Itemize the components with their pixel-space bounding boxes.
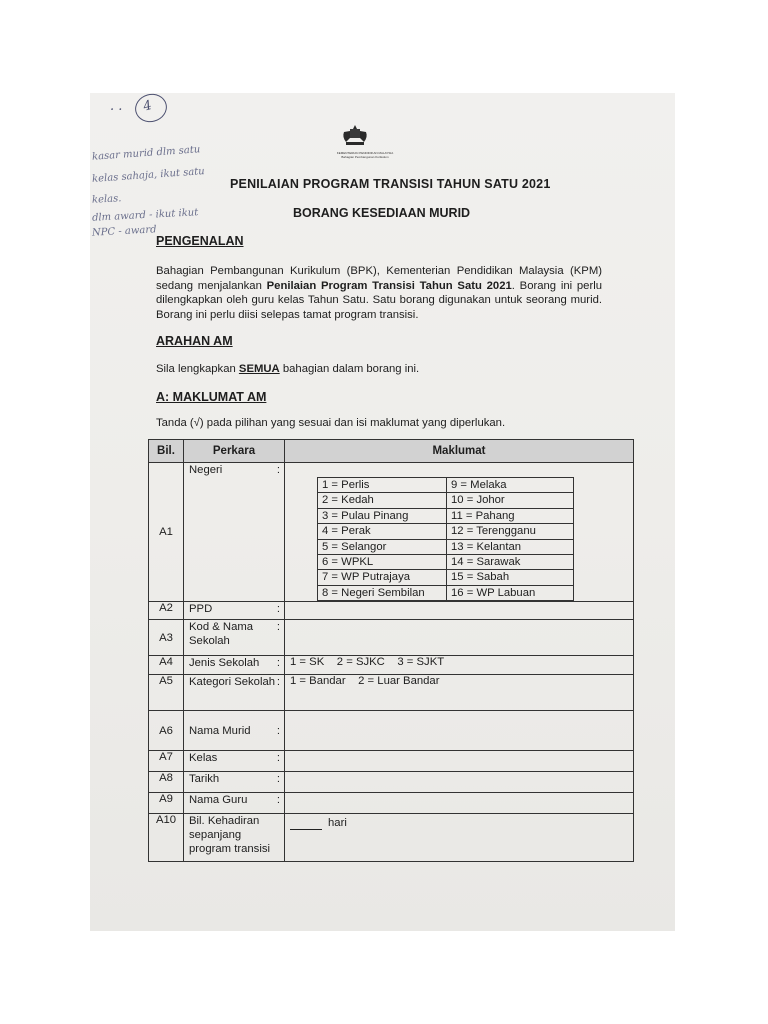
general-text: bahagian dalam borang ini. [279,363,420,375]
header-maklumat: Maklumat [285,440,634,463]
general-text-emphasis: SEMUA [238,363,280,375]
row-number: A3 [149,620,184,656]
row-label [184,751,285,772]
table-row [149,814,634,862]
header-bil: Bil. [149,440,184,463]
malaysia-crest-icon [340,123,370,147]
crest-caption-line: Bahagian Pembangunan Kurikulum [341,155,389,159]
intro-text: Bahagian Pembangunan Kurikulum (BPK), Kementerian Pendidikan Malaysia (KPM) sedang menjalankan [156,265,602,292]
form-title: PENILAIAN PROGRAM TRANSISI TAHUN SATU 2021 [230,177,551,191]
negeri-row [318,478,574,493]
row-label-text: Negeri [189,464,223,476]
row-label [184,463,285,602]
table-row [149,772,634,793]
negeri-option: 6 = WPKL [318,555,447,570]
maklumat-am-table [148,439,634,862]
row-colon: : [276,603,280,616]
intro-paragraph [156,264,602,322]
negeri-row [318,508,574,523]
handwritten-circle-number: 4 [141,98,154,115]
attendance-unit: hari [328,817,347,830]
handwritten-circle [132,93,170,126]
row-colon: : [276,464,280,476]
handwritten-note: kelas sahaja, ikut satu [91,166,206,185]
row-number: A7 [149,751,184,772]
negeri-row [318,585,574,600]
ppd-field[interactable] [285,602,634,620]
row-colon: : [276,621,280,634]
row-label-text: Tarikh [189,773,220,786]
table-row [149,711,634,751]
negeri-row [318,539,574,554]
school-name-field[interactable] [285,620,634,656]
negeri-option: 14 = Sarawak [447,555,574,570]
handwritten-mark: . . [110,99,123,114]
negeri-option: 16 = WP Labuan [447,585,574,600]
row-colon: : [276,657,280,670]
negeri-option: 11 = Pahang [447,508,574,523]
row-number: A8 [149,772,184,793]
row-label-text: Kod & Nama Sekolah [189,621,254,648]
row-label-text: Nama Murid [189,724,251,737]
table-row [149,602,634,620]
general-text: Sila lengkapkan [156,363,239,375]
negeri-options-table [317,477,574,601]
row-colon: : [276,773,280,786]
row-label [184,814,285,862]
row-number: A5 [149,675,184,711]
date-field[interactable] [285,772,634,793]
table-header-row [149,440,634,463]
table-row [149,675,634,711]
table-row [149,463,634,602]
attendance-blank[interactable] [290,817,322,830]
section-a-instruction: Tanda (√) pada pilihan yang sesuai dan isi maklumat yang diperlukan. [156,417,506,429]
negeri-option: 13 = Kelantan [447,539,574,554]
row-label [184,620,285,656]
school-category-options[interactable]: 1 = Bandar 2 = Luar Bandar [285,675,634,711]
crest-caption [315,151,415,159]
row-label [184,772,285,793]
crest-caption-line: KEMENTERIAN PENDIDIKAN MALAYSIA [336,151,394,155]
row-colon: : [276,725,280,738]
row-label [184,793,285,814]
table-row [149,751,634,772]
row-label-text: PPD [189,603,213,616]
table-row [149,656,634,675]
row-number: A9 [149,793,184,814]
negeri-option: 7 = WP Putrajaya [318,570,447,585]
row-colon: : [276,752,280,765]
school-type-options[interactable]: 1 = SK 2 = SJKC 3 = SJKT [285,656,634,675]
negeri-option: 5 = Selangor [318,539,447,554]
row-colon: : [276,794,280,807]
document-page [90,93,675,931]
handwritten-note: kelas. [91,193,122,206]
negeri-option: 15 = Sabah [447,570,574,585]
row-label-text: Jenis Sekolah [189,657,260,670]
negeri-row [318,570,574,585]
row-number: A6 [149,711,184,751]
row-number: A4 [149,656,184,675]
general-instruction-heading: ARAHAN AM [156,334,233,348]
table-row [149,793,634,814]
negeri-option: 8 = Negeri Sembilan [318,585,447,600]
row-label [184,656,285,675]
handwritten-note: NPC - award [91,224,157,239]
row-label-text: Kategori Sekolah [189,676,276,689]
negeri-row [318,555,574,570]
row-label-text: Kelas [189,752,218,765]
negeri-option: 9 = Melaka [447,478,574,493]
negeri-row [318,493,574,508]
intro-text-bold: Penilaian Program Transisi Tahun Satu 2021 [266,279,512,292]
intro-heading: PENGENALAN [156,234,244,248]
table-row [149,620,634,656]
negeri-option: 4 = Perak [318,524,447,539]
row-label [184,602,285,620]
form-subtitle: BORANG KESEDIAAN MURID [293,206,471,220]
student-name-field[interactable] [285,711,634,751]
class-field[interactable] [285,751,634,772]
negeri-option: 1 = Perlis [318,478,447,493]
negeri-option: 2 = Kedah [318,493,447,508]
negeri-option: 10 = Johor [447,493,574,508]
general-instruction-text [156,363,419,375]
negeri-row [318,524,574,539]
handwritten-note: dlm award - ikut ikut [91,207,199,224]
negeri-field[interactable] [285,463,634,602]
attendance-field[interactable] [285,814,634,862]
row-colon: : [276,676,280,689]
negeri-option: 3 = Pulau Pinang [318,508,447,523]
negeri-option: 12 = Terengganu [447,524,574,539]
row-label [184,711,285,751]
row-label-text: Bil. Kehadiran sepanjang program transisi [189,815,270,856]
row-number: A2 [149,602,184,620]
intro-text: . Borang ini perlu dilengkapkan oleh guru kelas Tahun Satu. Satu borang digunakan untuk seorang murid. Borang ini perlu diisi selepas tamat program transisi. [156,279,603,321]
header-perkara: Perkara [184,440,285,463]
row-label [184,675,285,711]
row-number: A10 [149,814,184,862]
section-a-heading: A: MAKLUMAT AM [156,390,267,404]
row-number: A1 [149,463,184,602]
handwritten-note: kasar murid dlm satu [91,144,201,163]
teacher-name-field[interactable] [285,793,634,814]
row-label-text: Nama Guru [189,794,248,807]
